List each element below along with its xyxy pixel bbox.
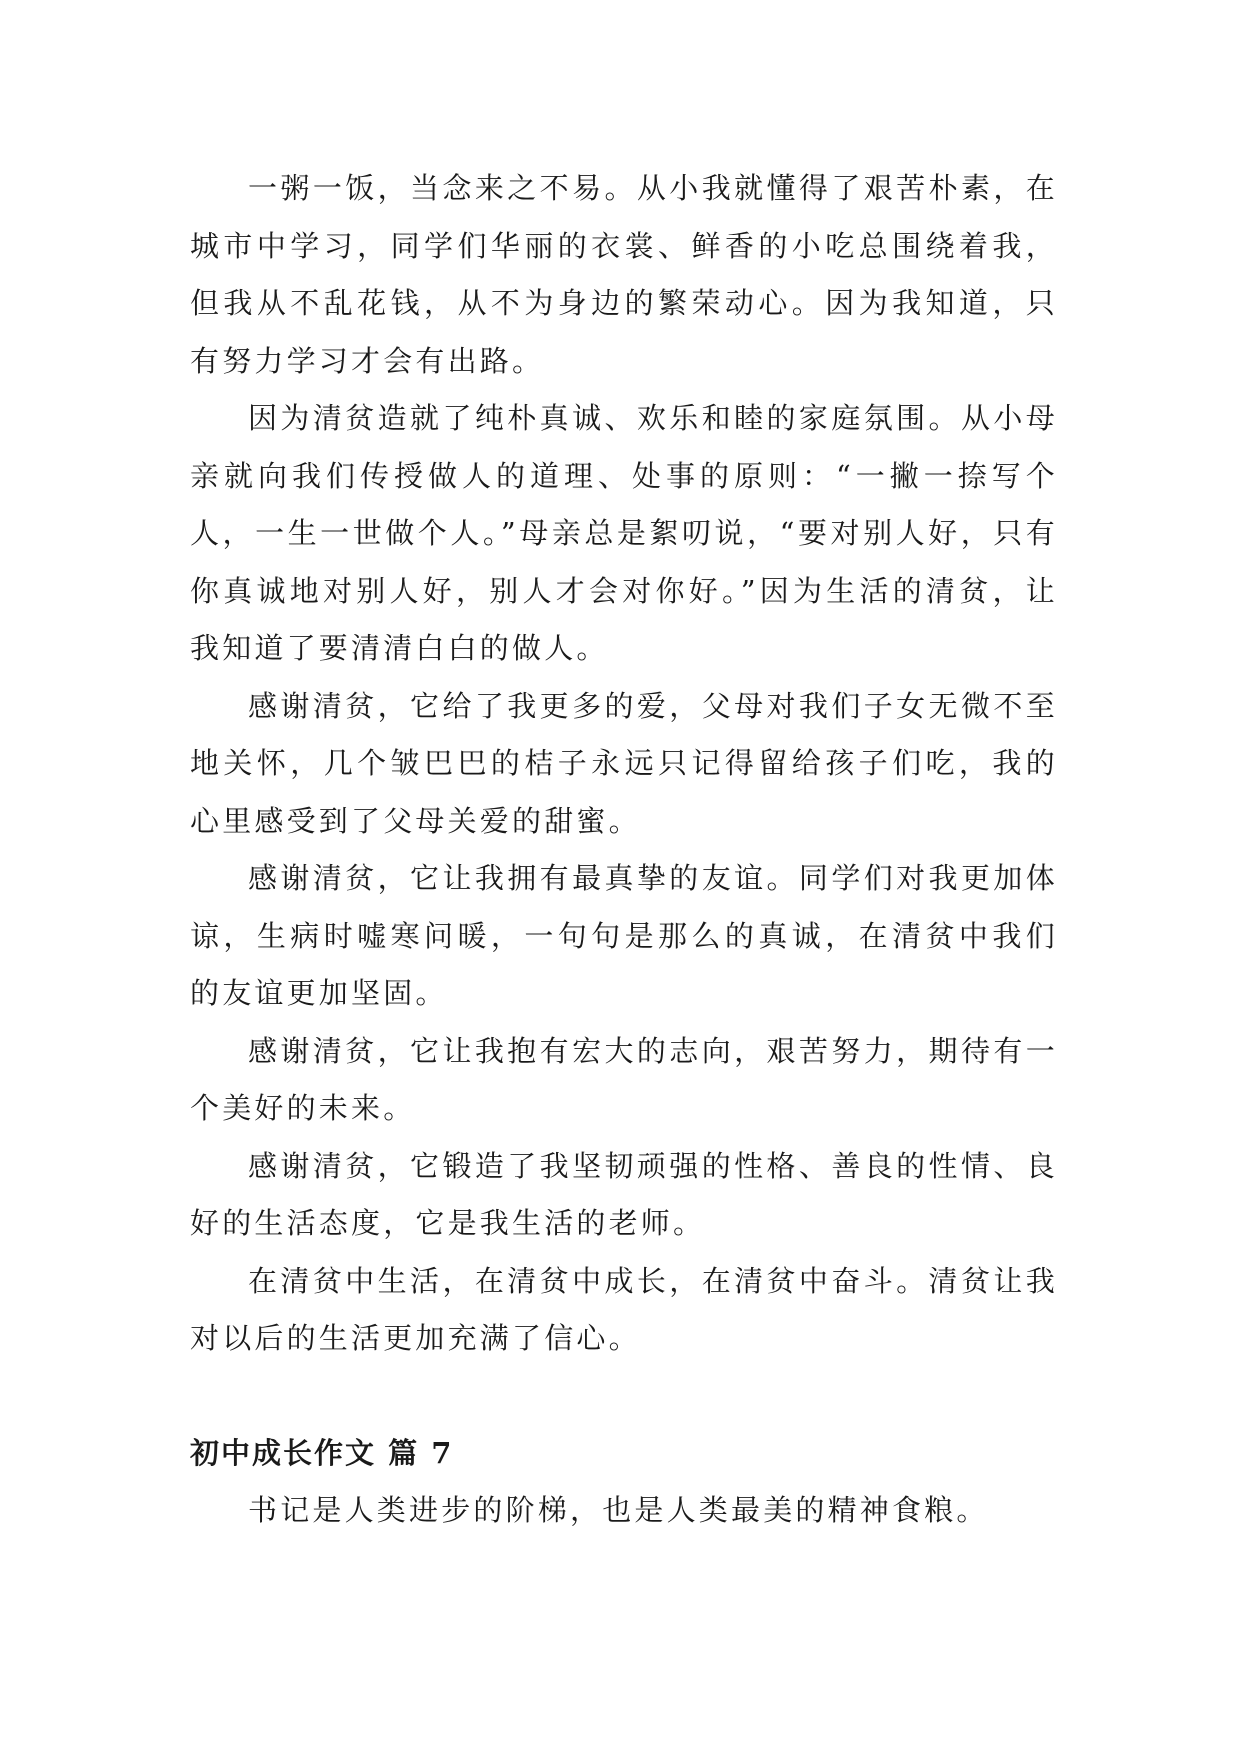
- paragraph: 在清贫中生活，在清贫中成长，在清贫中奋斗。清贫让我对以后的生活更加充满了信心。: [190, 1263, 1058, 1355]
- paragraph: 一粥一饭，当念来之不易。从小我就懂得了艰苦朴素，在城市中学习，同学们华丽的衣裳、鲜香的小吃总围绕着我，但我从不乱花钱，从不为身边的繁荣动心。因为我知道，只有努力学习才会有出路。: [190, 171, 1058, 378]
- section-title: 初中成长作文 篇 7: [190, 1435, 454, 1470]
- paragraph: 感谢清贫，它锻造了我坚韧顽强的性格、善良的性情、良好的生活态度，它是我生活的老师。: [190, 1148, 1058, 1240]
- document-body: [190, 160, 1058, 1540]
- paragraph: 感谢清贫，它给了我更多的爱，父母对我们子女无微不至地关怀，几个皱巴巴的桔子永远只记得留给孩子们吃，我的心里感受到了父母关爱的甜蜜。: [190, 688, 1058, 838]
- paragraph: 感谢清贫，它让我抱有宏大的志向，艰苦努力，期待有一个美好的未来。: [190, 1033, 1058, 1125]
- paragraph: 感谢清贫，它让我拥有最真挚的友谊。同学们对我更加体谅，生病时嘘寒问暖，一句句是那么的真诚，在清贫中我们的友谊更加坚固。: [190, 861, 1058, 1010]
- paragraph: 书记是人类进步的阶梯，也是人类最美的精神食粮。: [248, 1493, 989, 1527]
- paragraph: 因为清贫造就了纯朴真诚、欢乐和睦的家庭氛围。从小母亲就向我们传授做人的道理、处事的原则：“一撇一捺写个人，一生一世做个人。”母亲总是絮叨说，“要对别人好，只有你真诚地对别人好，别人才会对你好。”因为生活的清贫，让我知道了要清清白白的做人。: [190, 401, 1058, 665]
